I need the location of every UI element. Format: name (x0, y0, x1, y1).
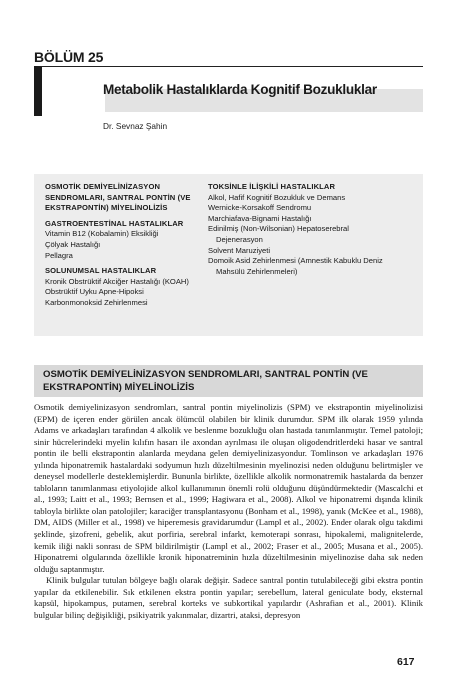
contents-item: Dejenerasyon (216, 234, 263, 244)
contents-item: Obstrüktif Uyku Apne-Hipoksi (45, 287, 144, 297)
contents-item: Solvent Maruziyeti (208, 245, 271, 255)
section-heading-bar (34, 365, 423, 397)
contents-item: Karbonmonoksid Zehirlenmesi (45, 297, 148, 307)
chapter-label: BÖLÜM 25 (34, 49, 104, 65)
contents-item: Mahsülü Zehirlenmeleri) (216, 266, 298, 276)
contents-item: Pellagra (45, 250, 73, 260)
contents-item: Marchiafava-Bignami Hastalığı (208, 213, 312, 223)
contents-item: Edinilmiş (Non-Wilsonian) Hepatoserebral (208, 224, 349, 234)
contents-item: Wernicke-Korsakoff Sendromu (208, 203, 312, 213)
section-title: OSMOTİK DEMİYELİNİZASYON SENDROMLARI, SANTRAL PONTİN (VE EKSTRAPONTİN) MİYELİNOLİZİS (43, 369, 368, 393)
contents-heading: GASTROENTESTİNAL HASTALIKLAR (45, 218, 184, 228)
contents-item: Vitamin B12 (Kobalamin) Eksikliği (45, 229, 159, 239)
chapter-contents-box (34, 174, 423, 336)
chapter-title: Metabolik Hastalıklarda Kognitif Bozukluklar (103, 82, 377, 97)
body-paragraph: Osmotik demiyelinizasyon sendromları, santral pontin miyelinolizis (SPM) ve ekstrapontin miyelinolizisi (EPM) de içeren ender görülen ancak ölümcül olabilen bir klinik durumdur. SPM ilk olarak 1959 yılında Adams ve arkadaşları tarafından 4 alkolik ve beslenme bozukluğu olan hastada tanımlanmıştır. Temel patoloji; sinir hücrelerindeki myelin kılıfın hasarı ile axondan ayrılması ile oluşan oligodendritlerdeki hasar ve santral pontin ile belli ekstrapontin alanlarda meydana gelen demiyelinizasyondur. Tomlinson ve arkadaşları 1976 yılında hiponatremik hastalardaki sodyumun hızlı düzeltilmesinin myelinozisi neden olduğunu belirtmişler ve deneysel modellerle desteklemişlerdir. Bununla birlikte, özellikle alkolik normonatremik hastalarda da benzer tabloların tanımlanması etiyolojide alkol kullanımının önemli rolü olduğunu düşündürmektedir (Mascalchi et al., 1993; Laitt et al., 1993; Bernsen et al., 1999; Hagiwara et al., 2008). Alkol ve hiponatremi dışında klinik tabloyla birlikte olan patolojiler; karaciğer transplantasyonu (Bonham et al., 1998), yanık (McKee et al., 1988), DM, AIDS (Miller et al., 1998) ve hiperemesis gravidarumdur (Lampl et al., 2002). Ender olarak olgu takdimi şeklinde, şizofreni, gebelik, akut porfiria, serebral infarkt, kemoterapi sonrası, hipokalemi, malignitelerde, kemik iliği nakli sonrası de SPM bildirilmiştir (Lampl et al., 2002; Fraser et al., 2005; Musana et al., 2005). Hiponatremi olgularında özellikle kronik hiponatreminin hızla düzeltilmesinin miyelinozise daha sık neden olduğu saptanmıştır. (34, 402, 423, 574)
contents-item: Çölyak Hastalığı (45, 239, 101, 249)
body-text (34, 402, 423, 621)
page-number: 617 (397, 656, 415, 668)
contents-heading: OSMOTİK DEMİYELİNİZASYON SENDROMLARI, SANTRAL PONTİN (VE EKSTRAPONTİN) MİYELİNOLİZİS (45, 182, 191, 213)
contents-heading: SOLUNUMSAL HASTALIKLAR (45, 266, 157, 276)
author-name: Dr. Sevnaz Şahin (103, 121, 168, 131)
contents-column-left (45, 182, 215, 309)
body-paragraph: Klinik bulgular tutulan bölgeye bağlı olarak değişir. Sadece santral pontin tutulabileceği gibi ekstra pontin yapılar da etkilenebilir. Sık etkilenen ekstra pontin yapılar; serebellum, lateral geniculate body, eksternal kapsül, hipokampus, putamen, serebral korteks ve subkortikal yapılardır (Ashrafian et al., 2001). Klinik bulgular bilinç değişikliği, psikiyatrik yakınmalar, dizartri, ataksi, depresyon (34, 575, 423, 620)
contents-item: Kronik Obstrüktif Akciğer Hastalığı (KOAH) (45, 276, 189, 286)
contents-column-right (208, 182, 418, 277)
contents-item: Domoik Asid Zehirlenmesi (Amnestik Kabuklu Deniz (208, 256, 383, 266)
contents-item: Alkol, Hafif Kognitif Bozukluk ve Demans (208, 192, 346, 202)
contents-heading: TOKSİNLE İLİŞKİLİ HASTALIKLAR (208, 182, 336, 191)
